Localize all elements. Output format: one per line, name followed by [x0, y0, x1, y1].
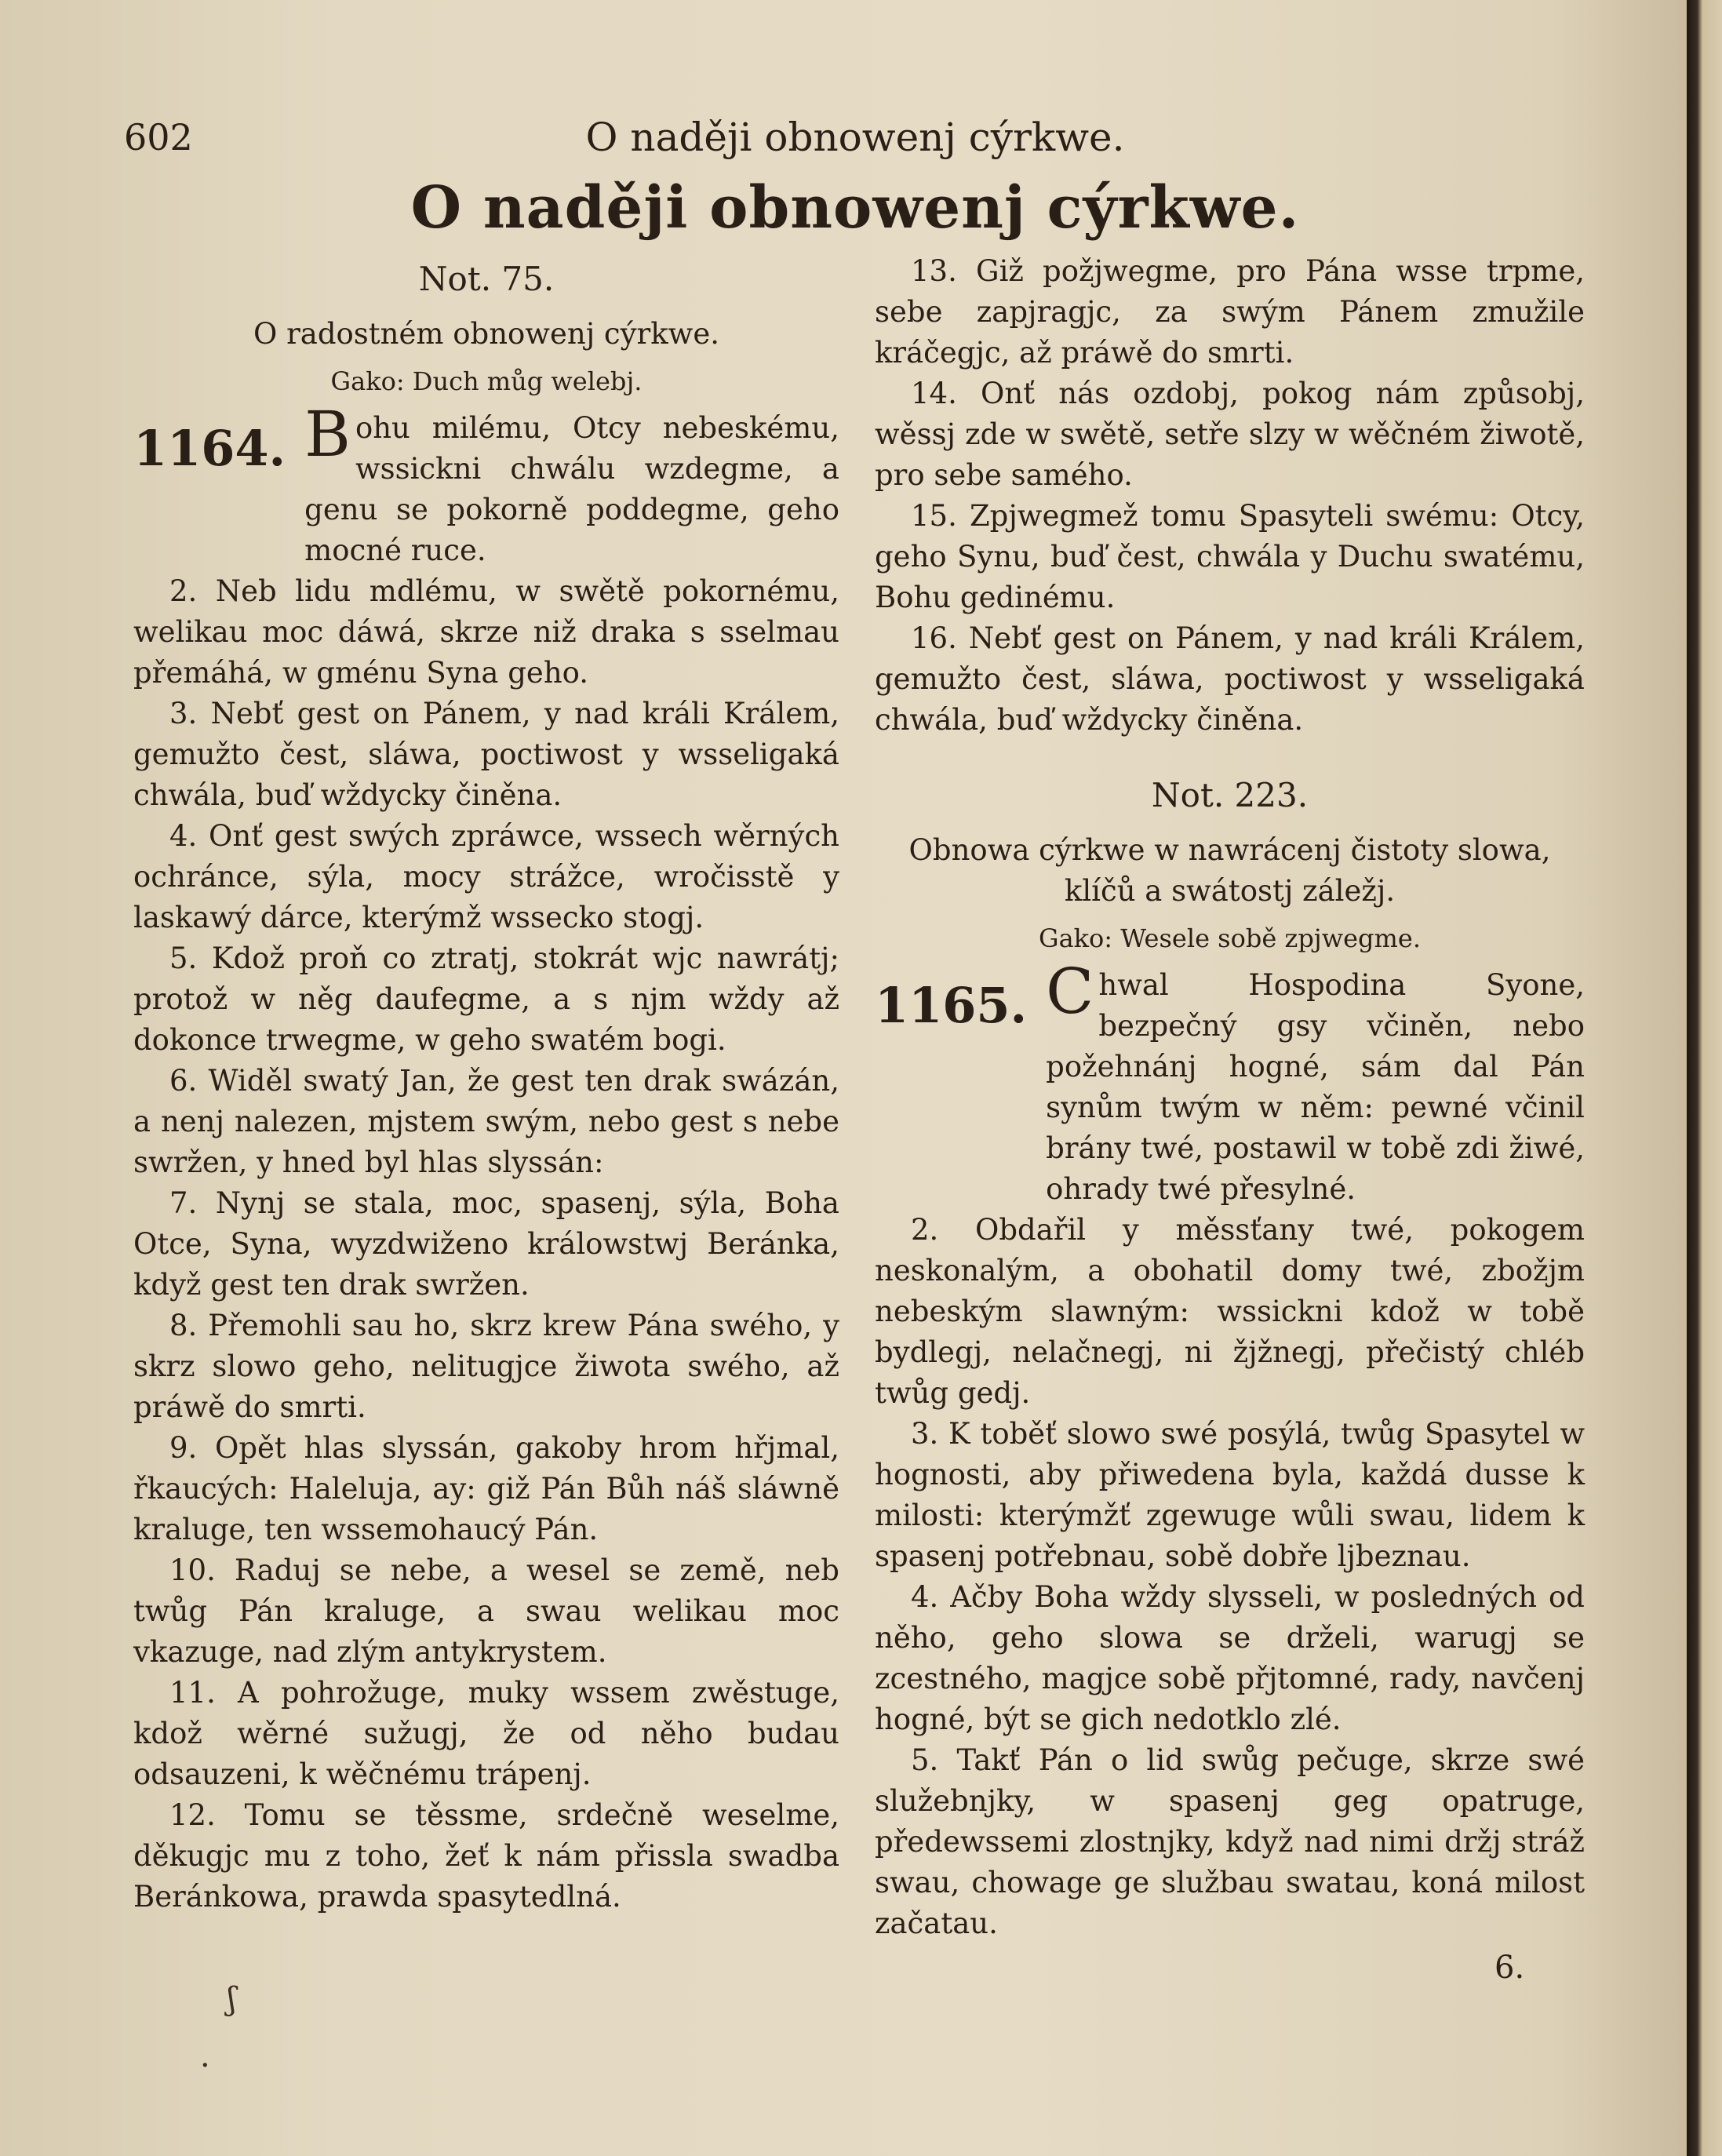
- verse: 5. Takť Pán o lid swůg pečuge, skrze swé služebnjky, w spasenj geg opatruge, předewssemi zlostnjky, když nad nimi držj stráž swau, chowage ge službau swatau, koná milost začatau.: [875, 1743, 1585, 1940]
- verse: 11. A pohrožuge, muky wssem zwěstuge, kdož wěrné sužugj, že od něho budau odsauzeni, k wěčnému trápenj.: [133, 1676, 839, 1791]
- verse: 15. Zpjwegmež tomu Spasyteli swému: Otcy, geho Synu, buď čest, chwála y Duchu swatému, Bohu gedinému.: [875, 499, 1585, 614]
- catchword: 6.: [1494, 1950, 1525, 1986]
- verse: 3. Nebť gest on Pánem, y nad králi Králem, gemužto čest, sláwa, poctiwost y wsseligaká chwála, buď wždycky činěna.: [133, 697, 839, 812]
- hymn-first-verse: [875, 955, 1585, 1210]
- hymn-title: Obnowa cýrkwe w nawrácenj čistoty slowa, klíčů a swátostj záležj.: [908, 833, 1551, 908]
- ink-speck: ʃ: [228, 1981, 236, 2017]
- initial-letter: B: [304, 398, 351, 471]
- running-title: O naději obnowenj cýrkwe.: [585, 115, 1125, 160]
- hymn-number: 1164.: [133, 420, 286, 477]
- section-title: O naději obnowenj cýrkwe.: [410, 174, 1300, 242]
- ink-speck: ·: [200, 2048, 210, 2084]
- hymn-first-verse: [133, 398, 839, 571]
- verse: 2. Neb lidu mdlému, w swětě pokornému, welikau moc dáwá, skrze niž draka s sselmau přemáhá, w gménu Syna geho.: [133, 574, 839, 690]
- verse-text: hwal Hospodina Syone, bezpečný gsy včiněn, nebo požehnánj hogné, sám dal Pán synům twým w něm: pewné včinil brány twé, postawil w tobě zdi žiwé, ohrady twé přesylné.: [1046, 968, 1585, 1206]
- spacer: [875, 741, 1585, 767]
- melody-reference: Not. 223.: [1151, 776, 1309, 814]
- hymn-title: O radostném obnowenj cýrkwe.: [253, 317, 719, 351]
- verse: 14. Onť nás ozdobj, pokog nám způsobj, wěssj zde w swětě, setře slzy w wěčném žiwotě, pro sebe samého.: [875, 377, 1585, 492]
- initial-letter: C: [1046, 955, 1094, 1028]
- verse: 7. Nynj se stala, moc, spasenj, sýla, Boha Otce, Syna, wyzdwiženo králowstwj Beránka, když gest ten drak swržen.: [133, 1186, 839, 1302]
- right-column: [875, 251, 1585, 1944]
- verse: 6. Widěl swatý Jan, že gest ten drak swázán, a nenj nalezen, mjstem swým, nebo gest s nebe swržen, y hned byl hlas slyssán:: [133, 1064, 839, 1179]
- verse: 12. Tomu se těssme, srdečně weselme, děkugjc mu z toho, žeť k nám přissla swadba Beránkowa, prawda spasytedlná.: [133, 1798, 839, 1914]
- verse: 2. Obdařil y měssťany twé, pokogem neskonalým, a obohatil domy twé, zbožjm nebeským slawným: wssickni kdož w tobě bydlegj, nelačnegj, ni žjžnegj, přečistý chléb twůg gedj.: [875, 1213, 1585, 1410]
- tune-reference: Gako: Duch můg welebj.: [330, 366, 643, 396]
- verse: 3. K toběť slowo swé posýlá, twůg Spasytel w hognosti, aby přiwedena byla, každá dusse k milosti: kterýmžť zgewuge wůli swau, lidem k spasenj potřebnau, sobě dobře ljbeznau.: [875, 1417, 1585, 1573]
- verse-text: ohu milému, Otcy nebeskému, wssickni chwálu wzdegme, a genu se pokorně poddegme, geho mocné ruce.: [304, 411, 839, 567]
- tune-reference: Gako: Wesele sobě zpjwegme.: [1039, 923, 1421, 953]
- verse: 4. Ačby Boha wždy slysseli, w posledných od něho, geho slowa se drželi, warugj se zcestného, magjce sobě přjtomné, rady, navčenj hogné, být se gich nedotklo zlé.: [875, 1580, 1585, 1736]
- verse: 16. Nebť gest on Pánem, y nad králi Králem, gemužto čest, sláwa, poctiwost y wsseligaká chwála, buď wždycky činěna.: [875, 621, 1585, 737]
- adjacent-page-edge: [1687, 0, 1722, 2156]
- verse: 4. Onť gest swých zpráwce, wssech wěrných ochránce, sýla, mocy strážce, wročisstě y laskawý dárce, kterýmž wssecko stogj.: [133, 819, 839, 934]
- page-number: 602: [124, 116, 193, 158]
- verse: 9. Opět hlas slyssán, gakoby hrom hřjmal, řkaucých: Haleluja, ay: giž Pán Bůh náš sláwně kraluge, ten wssemohaucý Pán.: [133, 1431, 839, 1546]
- verse: 8. Přemohli sau ho, skrz krew Pána swého, y skrz slowo geho, nelitugjce žiwota swého, až práwě do smrti.: [133, 1309, 839, 1424]
- verse: 13. Giž požjwegme, pro Pána wsse trpme, sebe zapjragjc, za swým Pánem zmužile kráčegjc, až práwě do smrti.: [875, 254, 1585, 370]
- hymn-number: 1165.: [875, 977, 1028, 1034]
- running-header: [118, 110, 1593, 165]
- melody-reference: Not. 75.: [418, 260, 555, 298]
- verse: 10. Raduj se nebe, a wesel se země, neb twůg Pán kraluge, a swau welikau moc vkazuge, nad zlým antykrystem.: [133, 1553, 839, 1669]
- verse: 5. Kdož proň co ztratj, stokrát wjc nawrátj; protož w něg daufegme, a s njm wždy až dokonce trwegme, w geho swatém bogi.: [133, 941, 839, 1057]
- left-column: [133, 251, 839, 1917]
